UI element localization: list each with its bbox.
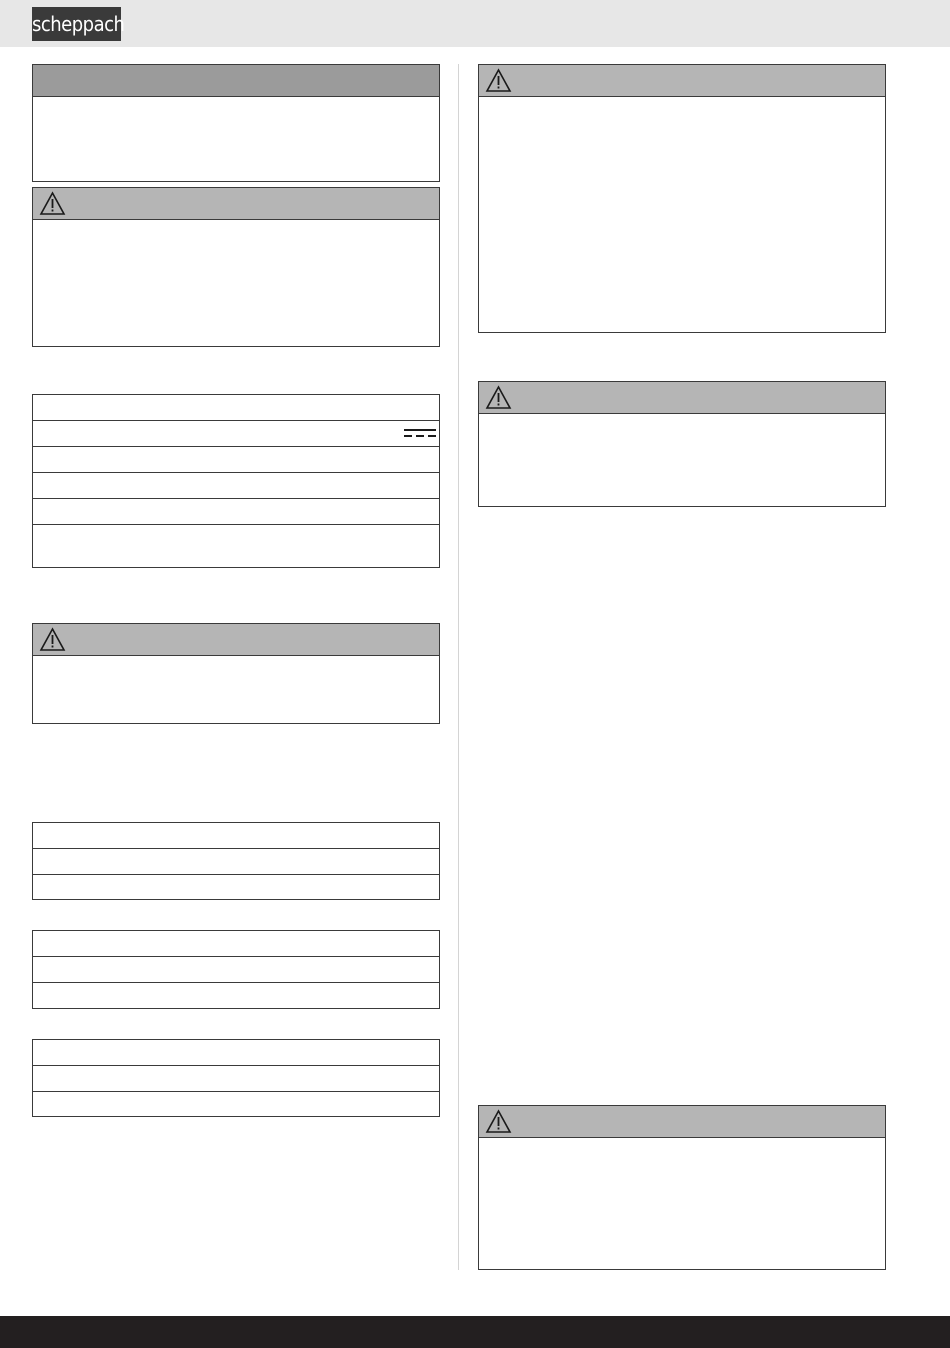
warning-triangle-icon [485, 68, 512, 93]
warning-box-header [479, 65, 885, 97]
column-divider [458, 64, 459, 1270]
table-row [33, 1066, 439, 1092]
table-row [33, 849, 439, 875]
spec-table [32, 822, 440, 900]
warning-box [32, 623, 440, 724]
table-row [33, 421, 439, 447]
warning-box-header [479, 382, 885, 414]
warning-box [478, 381, 886, 507]
spec-table [32, 1039, 440, 1117]
table-row [33, 823, 439, 849]
table-row [33, 473, 439, 499]
table-row [33, 931, 439, 957]
spec-table [32, 930, 440, 1009]
table-row [33, 1092, 439, 1116]
table-row [33, 447, 439, 473]
spec-table [32, 394, 440, 568]
footer-bar [0, 1316, 950, 1348]
table-row [33, 499, 439, 525]
notice-box [32, 64, 440, 182]
warning-box-header [33, 624, 439, 656]
warning-box [478, 1105, 886, 1270]
table-row [33, 957, 439, 983]
dc-current-symbol-icon [404, 429, 436, 439]
warning-triangle-icon [39, 627, 66, 652]
warning-triangle-icon [39, 191, 66, 216]
brand-logo: scheppach [32, 7, 121, 41]
warning-triangle-icon [485, 385, 512, 410]
warning-box-header [479, 1106, 885, 1138]
warning-box-header [33, 188, 439, 220]
notice-box-header [33, 65, 439, 97]
table-row [33, 525, 439, 567]
top-bar [0, 0, 950, 47]
warning-triangle-icon [485, 1109, 512, 1134]
table-row [33, 395, 439, 421]
table-row [33, 983, 439, 1008]
warning-box [32, 187, 440, 347]
warning-box [478, 64, 886, 333]
table-row [33, 1040, 439, 1066]
table-row [33, 875, 439, 899]
